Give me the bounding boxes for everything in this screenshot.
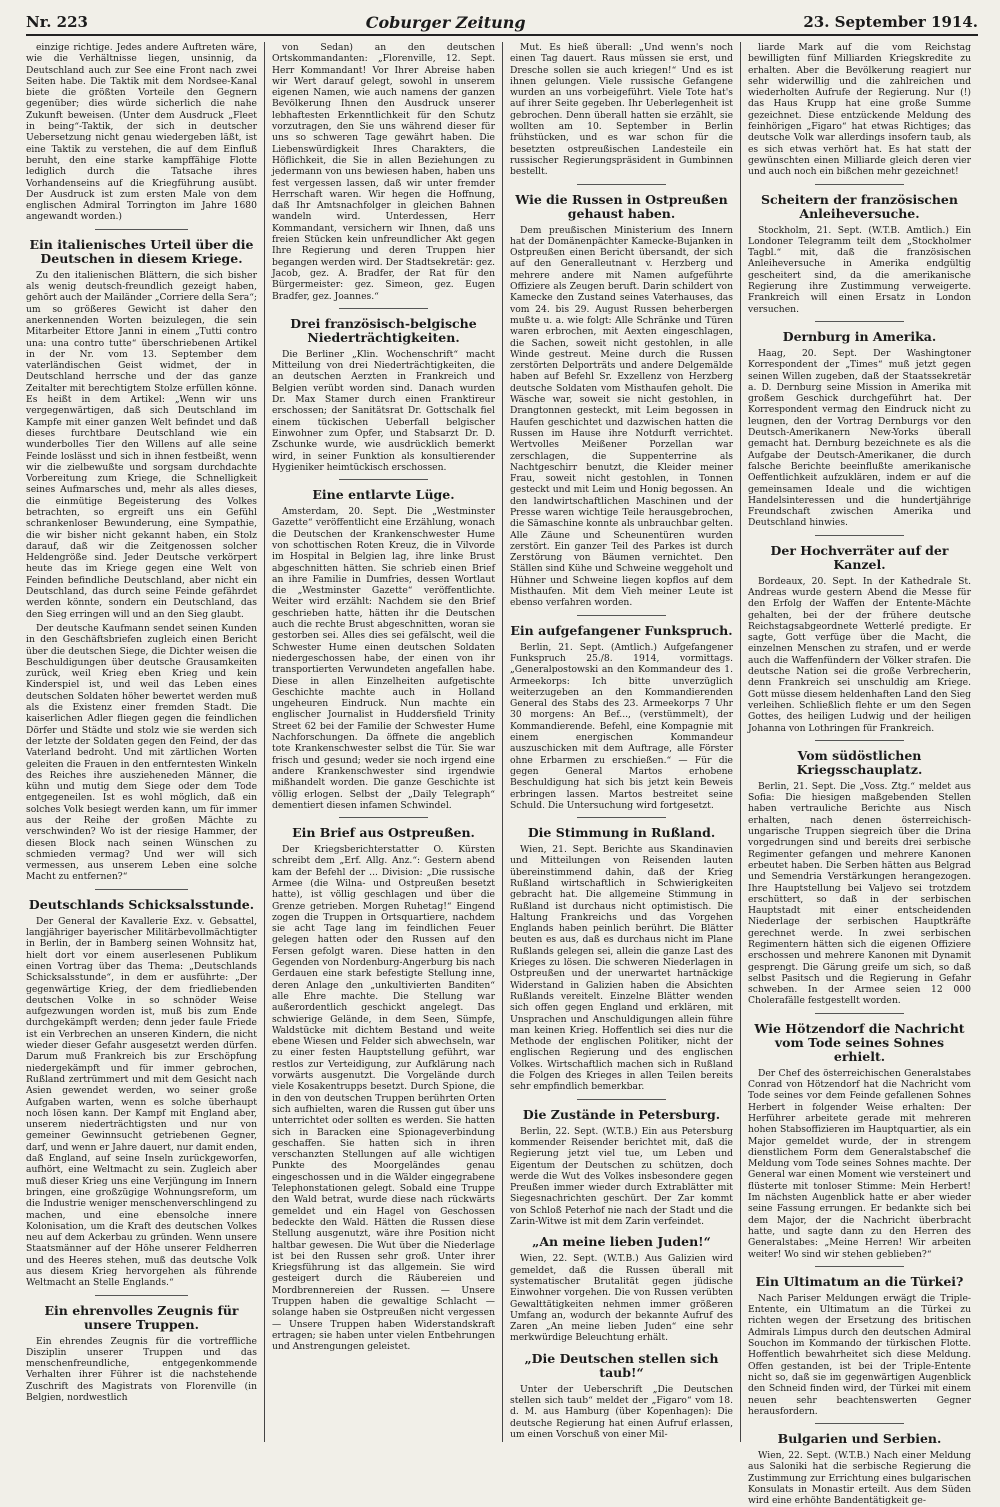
divider	[815, 1013, 904, 1014]
column-2	[264, 42, 502, 1442]
article-heading: Ein Brief aus Ostpreußen.	[292, 825, 475, 841]
divider	[339, 479, 428, 480]
article-heading: Scheitern der französischen Anleiheversuche.	[761, 191, 958, 221]
article-heading: Ein italienisches Urteil über die Deutschen in diesem Kriege.	[29, 236, 254, 266]
article-heading: Eine entlarvte Lüge.	[312, 487, 455, 503]
article-heading: Deutschlands Schicksalsstunde.	[28, 896, 255, 912]
article-text: Der Kriegsberichterstatter O. Kürsten schreibt dem „Erf. Allg. Anz.“: Gestern abend kam der Befehl der ... Division: „Die russische Armee (die Wilna- und Ostpreußen besetzt hatte), ist völlig geschlagen und über die Grenze getrieben. Morgen Ruhetag!“ Eingend zogen die Truppen in Ortsquartiere, nachdem sie acht Tage lang im feindlichen Feuer gelegen hatten oder den Russen auf den Fersen gefolgt waren. Diese hatten in den Gegenden von Nordenburg-Angerburg bis nach Gerdauen eine stark befestigte Stellung inne, deren Anlage den „unkultivierten Banditen“ alle Ehre machte. Die Stellung war außerordentlich geschickt angelegt. Das schwierige Gelände, in dem Seen, Sümpfe, Waldstücke mit dichtem Bestand und weite ebene Wiesen und Felder sich abwechseln, war zu einer festen Hauptstellung geführt, war restlos zur Verteidigung, zur Aufklärung nach vorwärts ausgenutzt. Die Vorgelände durch viele Kosakentrupps besetzt. Durch Spione, die in den von deutschen Truppen berührten Orten sich aufhielten, waren die Russen gut über uns unterrichtet oder sollten es werden. Sie hatten sich in Baracken eine Spionageverbindung geschaffen. Sie hatten sich in ihren verschanzten Stellungen auf alle wichtigen Punkte des Moorgeländes genau eingeschossen und in die Wälder eingegrabene Telephonstationen gelegt. Sobald eine Truppe den Wald betrat, wurde diese nach rückwärts gemeldet und ein Hagel von Geschossen bedeckte den Wald. Hätten die Russen diese Stellung ausgenutzt, wäre ihre Position nicht haltbar gewesen. Die Wut über die Niederlage ist bei den Russen sehr groß. Unter ihrer Kriegsführung ist das allgemein. Sie wird gesteigert durch die Räubereien und Mordbrennereien der Russen. — Unsere Truppen haben die gewaltige Schlacht — solange haben sie Ostpreußen nicht vergessen — Unsere Truppen haben Widerstandskraft ertragen; sie haben unter vielen Entbehrungen und Anstrengungen geleistet.	[272, 844, 495, 1353]
divider	[339, 308, 428, 309]
article-text: Wien, 22. Sept. (W.T.B.) Nach einer Meldung aus Saloniki hat die serbische Regierung die Zustimmung zur Errichtung eines bulgarischen Konsulats in Monastir erteilt. Aus dem Süden wird eine erhöhte Bandentätigkeit ge-	[748, 1450, 971, 1507]
divider	[95, 1295, 187, 1296]
issue-date: 23. September 1914.	[803, 13, 978, 31]
article-text: Ein ehrendes Zeugnis für die vortreffliche Disziplin unserer Truppen und das menschenfreundliche, entgegenkommende Verhalten ihrer Führer ist die nachstehende Zuschrift des Magistrats von Florenville (in Belgien, nordwestlich	[26, 1335, 257, 1404]
article-text: Berlin, 21. Sept. (Amtlich.) Aufgefangener Funkspruch 25./8. 1914, vormittags. „Generalpostowski an den Kommandeur des 1. Armeekorps: Ich bitte unverzüglich weiterzugeben an den Kommandierenden General des Stabs des 23. Armeekorps 7 Uhr 30 morgens: An Bef..., (verstümmelt), der Kommandierende. Befehl, eine Kompagnie mit einem energischen Kommandeur auszuschicken mit dem Auftrage, alle Förster ohne Erbarmen zu erschießen.“ — Für die gegen General Martos erhobene Beschuldigung hat sich bis jetzt kein Beweis erbringen lassen. Martos bestreitet seine Schuld. Die Untersuchung wird fortgesetzt.	[510, 641, 733, 811]
divider	[815, 1266, 904, 1267]
divider	[577, 615, 666, 616]
article-text: Wien, 22. Sept. (W.T.B.) Aus Galizien wird gemeldet, daß die Russen überall mit systematischer Brutalität gegen jüdische Einwohner vorgehen. Die von Russen verübten Gewalttätigkeiten nehmen immer größeren Umfang an, wodurch der bekannte Aufruf des Zaren „An meine lieben Juden“ eine sehr merkwürdige Beleuchtung erhält.	[510, 1253, 733, 1344]
article-text: Stockholm, 21. Sept. (W.T.B. Amtlich.) Ein Londoner Telegramm teilt dem „Stockholmer Tagbl.“ mit, daß die französischen Anleiheversuche in Amerika endgültig gescheitert sind, da die amerikanische Regierung ihre Zustimmung verweigerte. Frankreich will einen Ersatz in London versuchen.	[748, 224, 971, 315]
article-heading: Dernburg in Amerika.	[782, 328, 937, 344]
article-text: Dem preußischen Ministerium des Innern hat der Domänenpächter Kamecke-Bujanken in Ostpreußen einen Bericht übersandt, der sich auf den Generalleutnant v. Herzberg und mehrere andere mit Namen aufgeführte Offiziere als Zeugen beruft. Darin schildert von Kamecke den Zustand seines Vaterhauses, das vom 24. bis 29. August Russen beherbergen mußte u. a. wie folgt: Alle Schränke und Türen waren erbrochen, mit Aexten eingeschlagen, die Sachen, soweit nicht gestohlen, in alle Winde gestreut. Meine durch die Russen zerstörten Delporträts und andere Delgemälde haben auf Befehl Sr. Exzellenz von Herzberg deutsche Soldaten vom Misthaufen geholt. Die Wäsche war, soweit sie nicht gestohlen, in Drangtonnen gesteckt, mit Leim begossen in Haufen geschichtet und dazwischen hatten die Russen im Hause ihre Notdurft verrichtet. Wertvolles Meißener Porzellan war zerschlagen, die Suppenterrine als Nachtgeschirr benutzt, die Kleider meiner Frau, soweit nicht gestohlen, in Tonnen gesteckt und mit Leim und Honig begossen. An den landwirtschaftlichen Maschinen und der Presse waren wichtige Teile herausgebrochen, die Sämaschine konnte als unbrauchbar gelten. Alle Zäune und Scheunentüren wurden zerstört. Ein ganzer Teil des Parkes ist durch Zerstörung von Bäumen vernichtet. Den Ställen sind Kühe und Schweine weggeholt und Hühner und Schweine liegen kopflos auf dem Misthaufen. Mit dem Vieh meiner Leute ist ebenso verfahren worden.	[510, 224, 733, 609]
issue-number: Nr. 223	[26, 13, 88, 31]
article-text: Die Berliner „Klin. Wochenschrift“ macht Mitteilung von drei Niederträchtigkeiten, die an deutschen Aerzten in Frankreich und Belgien verübt worden sind. Danach wurden Dr. Max Stamer durch einen Franktireur erschossen; der Sanitätsrat Dr. Gottschalk fiel einem tückischen Ueberfall belgischer Einwohner zum Opfer, und Stabsarzt Dr. D. Zschunke wurde, wie ausdrücklich bemerkt wird, in seiner Funktion als konsultierender Hygieniker heimtückisch erschossen.	[272, 348, 495, 473]
article-text: einzige richtige. Jedes andere Auftreten wäre, wie die Verhältnisse liegen, unsinnig, da Deutschland auch zur See eine Front nach zwei Seiten habe. Die Taktik mit dem Nordsee-Kanal biete die größten Vorteile den Gegnern gegenüber; dies würde sicherlich die nahe Zukunft beweisen. (Unter dem Ausdruck „Fleet in being“-Taktik, der sich in deutscher Uebersetzung nicht genau wiedergeben läßt, ist eine Taktik zu verstehen, die auf dem Einfluß beruht, den eine starke kampffähige Flotte lediglich durch die Tatsache ihres Vorhandenseins auf die Kriegführung ausübt. Der Ausdruck ist zum ersten Male von dem englischen Admiral Torrington im Jahre 1680 angewandt worden.)	[26, 42, 257, 223]
article-heading: „Die Deutschen stellen sich taub!“	[524, 1350, 719, 1380]
divider	[95, 229, 187, 230]
article-text: Der deutsche Kaufmann sendet seinen Kunden in den Geschäftsbriefen zugleich einen Bericht über die deutschen Siege, die Dichter weisen die Beschuldigungen über deutsche Grausamkeiten zurück, weil Krieg eben Krieg und kein Kinderspiel ist, und weil das Leben eines deutschen Soldaten höher bewertet werden muß als die Existenz einer fremden Stadt. Die kaiserlichen Adler fliegen gegen die feindlichen Dörfer und Städte und stolz wie sie werden sich der letzte der Soldaten gegen den Feind, der das Vaterland bedroht. Und mit zärtlichen Worten geleiten die Frauen in den entferntesten Winkeln des Reiches ihre auszieheneden Männer, die kühn und mutig dem Siege oder dem Tode entgegeneilen. Ist es wohl möglich, daß ein solches Volk besiegt werden kann, um für immer aus der Reihe der großen Mächte zu verschwinden? Wo ist der riesige Hammer, der diesen Block nach seinen Wünschen zu schmieden vermag? Und wer will sich vermessen, aus unserem Leben eine solche Macht zu entfernen?“	[26, 622, 257, 883]
divider	[577, 817, 666, 818]
article-heading: Wie Hötzendorf die Nachricht vom Tode seines Sohnes erhielt.	[754, 1020, 965, 1064]
article-heading: „An meine lieben Juden!“	[532, 1234, 711, 1250]
article-heading: Ein ehrenvolles Zeugnis für unsere Truppen.	[44, 1302, 239, 1332]
article-heading: Bulgarien und Serbien.	[777, 1431, 942, 1447]
divider	[577, 184, 666, 185]
article-heading: Der Hochverräter auf der Kanzel.	[770, 542, 949, 572]
column-4	[740, 42, 978, 1507]
article-text: Haag, 20. Sept. Der Washingtoner Korrespondent der „Times“ muß jetzt gegen seinen Willen zugeben, daß der Staatssekretär a. D. Dernburg seine Mission in Amerika mit großem Geschick durchgeführt hat. Der Korrespondent vermag den Eindruck nicht zu leugnen, den der Vortrag Dernburgs vor den Deutsch-Amerikanern New-Yorks überall gemacht hat. Dernburg bezeichnete es als die Aufgabe der Deutsch-Amerikaner, die durch falsche Berichte beeinflußte amerikanische Oeffentlichkeit aufzuklären, indem er auf die gemeinsamen Ideale und die wichtigen Handelsinteressen und die hundertjährige Freundschaft zwischen Amerika und Deutschland hinwies.	[748, 347, 971, 529]
article-text: Berlin, 21. Sept. Die „Voss. Ztg.“ meldet aus Sofia: Die hiesigen maßgebenden Stellen haben vertrauliche Berichte aus Nisch erhalten, nach denen österreichisch-ungarische Truppen siegreich über die Drina vorgedrungen sind und bereits drei serbische Regimenter gefangen und mehrere Kanonen erbeutet haben. Die Serben hätten aus Belgrad und Semendria Verstärkungen herangezogen. Ihre Hauptstellung bei Valjevo sei trotzdem erschüttert, so daß in der serbischen Hauptstadt mit einer entscheidenden Niederlage der serbischen Hauptkräfte gerechnet werde. In zwei serbischen Regimentern hätten sich die eigenen Offiziere erschossen und mehrere Kanonen mit Dynamit gesprengt. Die Gärung greife um sich, so daß selbst Pasitsch und die Regierung in Gefahr schweben. In der Armee seien 12 000 Cholerafälle festgestellt worden.	[748, 780, 971, 1007]
article-text: Wien, 21. Sept. Berichte aus Skandinavien und Mitteilungen von Reisenden lauten übereinstimmend dahin, daß der Krieg Rußland wirtschaftlich in Schwierigkeiten gebracht hat. Die allgemeine Stimmung in Rußland ist durchaus nicht optimistisch. Die Haltung Frankreichs und das Vorgehen Englands haben peinlich berührt. Die Blätter beuten es aus, daß es durchaus nicht im Plane Rußlands gelegen sei, allein die ganze Last des Krieges zu lösen. Die schweren Niederlagen in Ostpreußen und der unerwartet hartnäckige Widerstand in Galizien haben die Absichten Rußlands vereitelt. Einzelne Blätter wenden sich offen gegen England und erklären, mit Unsprachen und Anschuldigungen allein führe man keinen Krieg. Hoffentlich sei dies nur die Methode der englischen Politiker, nicht der englischen Regierung und des englischen Volkes. Wirtschaftlich machen sich in Rußland die Folgen des Krieges in allen Teilen bereits sehr empfindlich bemerkbar.	[510, 844, 733, 1093]
article-text: Zu den italienischen Blättern, die sich bisher als wenig deutsch-freundlich gezeigt haben, gehört auch der Mailänder „Corriere della Sera“; um so größeres Gewicht ist daher den anerkennenden Worten beizulegen, die sein Mitarbeiter Ettore Janni in einem „Tutti contro una: una contro tutte“ überschriebenen Artikel in der Nr. vom 13. September dem vaterländischen Geist widmet, der in Deutschland herrsche und der das ganze Zeitalter mit berechtigtem Stolze erfüllen könne. Es heißt in dem Artikel: „Wenn wir uns vergegenwärtigen, daß sich Deutschland im Kampfe mit einer ganzen Welt befindet und daß dieses furchtbare Deutschland wie ein wunderbolles Tier den Willens auf alle seine Feinde loslässt und sich in ihnen festbeißt, wenn wir die zielbewußte und sorgsam durchdachte Vorbereitung zum Kriege, die Schnelligkeit seines Aufmarsches und, mehr als alles dieses, die einmütige Begeisterung des Volkes betrachten, so ergreift uns ein Gefühl schrankenloser Bewunderung, eine Sympathie, die wir bisher nicht gekannt haben, ein Stolz darauf, daß wir die Zeitgenossen solcher Heldengröße sind. Jeder Deutsche verkörpert heute das im Kriege gegen eine Welt von Feinden befindliche Deutschland, aber nicht ein Deutschland, das durch seine Feinde gefährdet werden könnte, sondern ein Deutschland, das den Sieg erringen will und an den Sieg glaubt.	[26, 269, 257, 620]
article-text: Der General der Kavallerie Exz. v. Gebsattel, langjähriger bayerischer Militärbevollmächtigter in Berlin, der in Bamberg seinen Wohnsitz hat, hielt dort vor einem auserlesenen Publikum einen Vortrag über das Thema: „Deutschlands Schicksalsstunde“, in dem er ausführte: „Der gegenwärtige Krieg, der dem friedliebenden deutschen Volke in so schnöder Weise aufgezwungen worden ist, muß bis zum Ende durchgekämpft werden; denn jeder faule Friede ist ein Verbrechen an unseren Kindern, die nicht wieder dieser Gefahr ausgesetzt werden dürfen. Darum muß Frankreich bis zur Erschöpfung niedergekämpft und für immer gebrochen, Rußland zertrümmert und mit dem Gesicht nach Asien gewendet werden, wo seiner große Aufgaben warten, wenn es solche überhaupt noch lösen kann. Der Kampf mit England aber, unserem niederträchtigsten und nur von gemeiner Gewinnsucht getriebenen Gegner, darf, und wenn er Jahre dauert, nur damit enden, daß England, auf seine Inseln zurückgeworfen, aufhört, eine Weltmacht zu sein. Zugleich aber muß dieser Krieg uns eine Verjüngung im Innern bringen, eine großzügige Wohnungsreform, um die Industrie weniger menschenverschlingend zu machen, und eine ebensolche innere Kolonisation, um die Kraft des deutschen Volkes neu auf dem Ackerbau zu gründen. Wenn unsere Staatsmänner auf der Höhe unserer Feldherren und des Heeres stehen, muß das deutsche Volk aus diesem Krieg hervorgehen als führende Weltmacht an Stelle Englands.“	[26, 915, 257, 1289]
article-heading: Ein aufgefangener Funkspruch.	[510, 622, 733, 638]
column-1	[26, 42, 264, 1442]
column-3	[502, 42, 740, 1442]
masthead	[26, 10, 978, 36]
article-heading: Wie die Russen in Ostpreußen gehaust haben.	[515, 191, 728, 221]
article-columns	[26, 42, 978, 1507]
divider	[339, 817, 428, 818]
article-heading: Die Stimmung in Rußland.	[527, 825, 716, 841]
article-text: Der Chef des österreichischen Generalstabes Conrad von Hötzendorf hat die Nachricht vom Tode seines vor dem Feinde gefallenen Sohnes Herbert in folgender Weise erhalten: Der Herführer arbeitete gerade mit mehreren hohen Stabsoffizieren im Hauptquartier, als ein Major gemeldet wurde, der in strengem dienstlichem Form dem Generalstabschef die Meldung vom Tode seines Sohnes machte. Der General war einen Moment wie versteinert und flüsterte mit tonloser Stimme: Mein Herbert! Im nächsten Augenblick hatte er aber wieder seine Fassung errungen. Er bedankte sich bei dem Major, der die Nachricht überbracht hatte, und sagte dann zu den Herren des Generalstabes: „Meine Herren! Wir arbeiten weiter! Wo sind wir stehen geblieben?“	[748, 1067, 971, 1260]
divider	[815, 1423, 904, 1424]
article-heading: Die Zustände in Petersburg.	[522, 1106, 721, 1122]
article-text: Nach Pariser Meldungen erwägt die Triple-Entente, ein Ultimatum an die Türkei zu richten wegen der Ersetzung des britischen Admirals Limpus durch den deutschen Admiral Souchon im Kommando der türkischen Flotte. Hoffentlich bewahrheitet sich diese Meldung. Offen gestanden, ist bei der Triple-Entente nicht so, daß sie im gegenwärtigen Augenblick den Schneid finden wird, der Türkei mit einem neuen sehr beachtenswerten Gegner herausfordern.	[748, 1292, 971, 1417]
article-text: liarde Mark auf die vom Reichstag bewilligten fünf Milliarden Kriegskredite zu erhalten. Aber die Bevölkerung reagiert nur sehr widerwillig und die zahlreichen und wiederholten Aufrufe der Regierung. Nur (!) das Haus Krupp hat eine große Summe gezeichnet. Diese entzückende Meldung des feinhörigen „Figaro“ hat etwas Richtiges; das deutsche Volk war allerdings insofern taub, als es sich etwas verhört hat. Es hat statt der gewünschten einen Milliarde gleich deren vier und auch noch ein bißchen mehr gezeichnet!	[748, 42, 971, 178]
divider	[815, 321, 904, 322]
article-heading: Ein Ultimatum an die Türkei?	[755, 1273, 964, 1289]
article-text: von Sedan) an den deutschen Ortskommandanten: „Florenville, 12. Sept. Herr Kommandant! Vor Ihrer Abreise haben wir Wert darauf gelegt, sowohl in unserem eigenen Namen, wie auch namens der ganzen Bevölkerung Ihnen den Ausdruck unserer lebhaftesten Erkenntlichkeit für den Schutz vorzutragen, den Sie uns während dieser für uns so schweren Tage gewährt haben. Die Liebenswürdigkeit Ihres Charakters, die Höflichkeit, die Sie in allen Beziehungen zu jedermann von uns bewiesen haben, haben uns fest vergessen lassen, daß wir unter fremder Herrschaft waren. Wir hegen die Hoffnung, daß Ihr Amtsnachfolger in gleichen Bahnen wandeln wird. Unterdessen, Herr Kommandant, versichern wir Ihnen, daß uns freien Stücken kein unfreundlicher Akt gegen Ihre Regierung und deren Truppen hier begangen werden wird. Der Stadtsekretär: gez. Jacob, gez. A. Bradfer, der Rat für den Bürgermeister: gez. Simeon, gez. Eugen Bradfer, gez. Joannes.“	[272, 42, 495, 302]
article-heading: Drei französisch-belgische Niederträchtigkeiten.	[290, 315, 477, 345]
article-text: Berlin, 22. Sept. (W.T.B.) Ein aus Petersburg kommender Reisender berichtet mit, daß die Regierung jetzt viel tue, um Leben und Eigentum der Deutschen zu schützen, doch werde die Wut des Volkes insbesondere gegen Preußen immer wieder durch Extrablätter mit Siegesnachrichten geschürt. Der Zar kommt von Schloß Peterhof nie nach der Stadt und die Zarin-Witwe ist mit dem Zarin verfeindet.	[510, 1125, 733, 1228]
newspaper-title: Coburger Zeitung	[365, 12, 526, 32]
article-text: Bordeaux, 20. Sept. In der Kathedrale St. Andreas wurde gestern Abend die Messe für den Erfolg der Waffen der Entente-Mächte gehalten, bei der der frühere deutsche Reichstagsabgeordnete Wetterlé predigte. Er sagte, Gott verfüge über die Macht, die einzelnen Menschen zu strafen, und er werde auch die Waffenfündern der Völker strafen. Die deutsche Nation sei die große Verbrecherin, denn Frankreich sei unschuldig am Kriege. Gott müsse diesem heldenhaften Land den Sieg verleihen. Schließlich flehte er um den Segen Gottes, des heiligen Ludwig und der heiligen Johanna von Lothringen für Frankreich.	[748, 575, 971, 734]
article-heading: Vom südöstlichen Kriegsschauplatz.	[796, 747, 923, 777]
divider	[815, 740, 904, 741]
divider	[95, 889, 187, 890]
article-text: Mut. Es hieß überall: „Und wenn's noch einen Tag dauert. Raus müssen sie erst, und Dresche sollen sie auch kriegen!“ Und es ist ihnen gelungen. Viele russische Gefangene wurden an uns vorbeigeführt. Viele Tote hat's auf ihrer Seite gegeben. Ihr Ueberlegenheit ist gebrochen. Denn überall hatten sie erzählt, sie wollten am 10. September in Berlin frühstücken, und es war schon für die besetzten ostpreußischen Landesteile ein russischer Regierungspräsident in Gumbinnen bestellt.	[510, 42, 733, 178]
article-text: Unter der Ueberschrift „Die Deutschen stellen sich taub“ meldet der „Figaro“ vom 18. d. M. aus Hamburg (über Kopenhagen): Die deutsche Regierung hat einen Aufruf erlassen, um einen Vorschuß von einer Mil-	[510, 1383, 733, 1440]
article-text: Amsterdam, 20. Sept. Die „Westminster Gazette“ veröffentlicht eine Erzählung, wonach die Deutschen der Krankenschwester Hume von schottischen Roten Kreuz, die in Vilvorde im Hospital in Belgien lag, ihre linke Brust abgeschnitten hätten. Sie schrieb einen Brief an ihre Familie in Dumfries, dessen Wortlaut die „Westminster Gazette“ veröffentlichte. Weiter wird erzählt: Nachdem sie den Brief geschrieben hatte, hätten ihr die Deutschen auch die rechte Brust abgeschnitten, woran sie gestorben sei. Alles dies sei gefälscht, weil die Schwester Hume einen deutschen Soldaten niedergeschossen habe, der einen von ihr transportierten Verwundeten angefallen habe. Diese in allen Einzelheiten aufgetischte Geschichte machte auch in Holland ungeheuren Eindruck. Nun machte ein englischer Journalist in Huddersfield Trinity Street 62 bei der Familie der Schwester Hume Nachforschungen. Da öffnete die angeblich tote Krankenschwester selbst die Tür. Sie war frisch und gesund; weder sie noch irgend eine andere Krankenschwester sind irgendwie mißhandelt worden. Die ganze Geschichte ist völlig erlogen. Selbst der „Daily Telegraph“ dementiert diesen infamen Schwindel.	[272, 506, 495, 811]
divider	[815, 184, 904, 185]
divider	[815, 535, 904, 536]
divider	[577, 1099, 666, 1100]
